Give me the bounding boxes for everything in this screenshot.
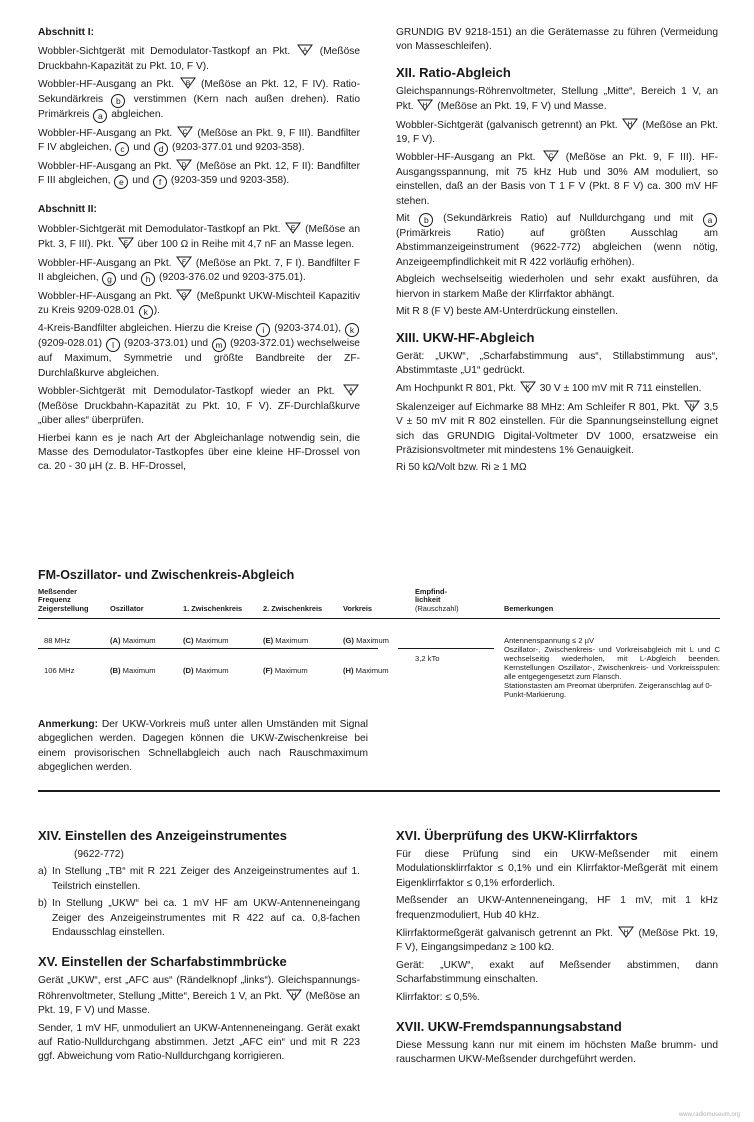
circle-marker-icon: b — [111, 94, 125, 108]
a2-paragraph-1: Wobbler-Sichtgerät mit Demodulator-Tastkopf an Pkt. E (Meßöse an Pkt. 3, F III). Pkt. E über 100 Ω in Reihe mit 4,7 nF an Masse legen. — [38, 223, 360, 251]
section-xv-heading: XV. Einstellen der Scharfabstimmbrücke — [38, 954, 287, 970]
a1-paragraph-3: Wobbler-HF-Ausgang an Pkt. C (Meßöse an Pkt. 9, F III). Bandfilter F IV abgleichen, c und d (9203-377.01 und 9203-358). — [38, 127, 360, 155]
fm-table — [38, 588, 720, 714]
circle-marker-icon: h — [141, 272, 155, 286]
a1-paragraph-4: Wobbler-HF-Ausgang an Pkt. D (Meßöse an Pkt. 12, F II): Bandfilter F III abgleichen, e und f (9203-359 und 9203-358). — [38, 161, 360, 188]
a1-paragraph-2: Wobbler-HF-Ausgang an Pkt. B (Meßöse an Pkt. 12, F IV). Ratio-Sekundärkreis b verstimmen (Kern nach außen drehen). Ratio Primärkreis a abgleichen. — [38, 79, 360, 121]
triangle-marker-icon — [297, 44, 313, 56]
xv-paragraph-1: Gerät „UKW“, erst „AFC aus“ (Rändelknopf „links“). Gleichspannungs-Röhrenvoltmeter, Stellung „Mitte“, Bereich 1 V, an Pkt. H (Meßöse an Pkt. 19, F V) und Masse. — [38, 975, 360, 1017]
row-2-oscillator: (B) Maximum — [110, 666, 156, 675]
svg-text:F: F — [181, 258, 186, 266]
xvi-paragraph-3: Klirrfaktormeßgerät galvanisch getrennt an Pkt. H (Meßöse Pkt. 19, F V), Eingangsimpedanz ≥ 100 kΩ. — [396, 928, 718, 954]
triangle-marker-icon — [285, 222, 301, 234]
anmerkung: Anmerkung: Der UKW-Vorkreis muß unter allen Umständen mit Signal abgeglichen werden. Dagegen können die UKW-Zwischenkreise bei einem provisorischen Schnellabgleich auch nach Rauschmaximum abgeglichen werden. — [38, 719, 368, 774]
section-xiv-heading: XIV. Einstellen des Anzeigeinstrumentes — [38, 828, 288, 843]
col-header-oscillator: Oszillator — [110, 604, 144, 613]
svg-text:A: A — [348, 387, 354, 395]
xiii-paragraph-3: Skalenzeiger auf Eichmarke 88 MHz: Am Schleifer R 801, Pkt. N 3,5 V ± 50 mV mit R 802 einstellen. Für die Spannungseinstellung eignet sich das GRUNDIG Digital-Voltmeter DV 1000, ersatzweise ein Präzisionsvoltmeter mit mindestens 1% Genauigkeit. — [396, 401, 718, 456]
xvi-paragraph-1: Für diese Prüfung sind ein UKW-Meßsender mit einem Modulationsklirrfaktor ≤ 0,1% und ein Klirrfaktor-Meßgerät mit einem Eigenklirrfaktor ≤ 0,1% erforderlich. — [396, 849, 718, 889]
circle-marker-icon: e — [114, 175, 128, 189]
circle-marker-icon: k — [345, 323, 359, 337]
svg-text:E: E — [290, 224, 295, 232]
row-2-frequency: 106 MHz — [44, 666, 75, 675]
xii-paragraph-2: Wobbler-Sichtgerät (galvanisch getrennt) an Pkt. H (Meßöse an Pkt. 19, F V). — [396, 119, 718, 146]
svg-text:A: A — [302, 47, 308, 55]
continuation-text: GRUNDIG BV 9218-151) an die Gerätemasse zu führen (Vermeidung von Masseschleifen). — [396, 27, 718, 53]
abschnitt-2-heading: Abschnitt II: — [38, 204, 97, 216]
xv-paragraph-2: Sender, 1 mV HF, unmoduliert an UKW-Antenneneingang. Gerät exakt auf Ratio-Nulldurchgang abstimmen. Jetzt „AFC ein“ und mit R 223 ggf. Abweichung vom Ratio-Nulldurchgang korrigieren. — [38, 1022, 360, 1063]
xii-paragraph-6: Mit R 8 (F V) beste AM-Unterdrückung einstellen. — [396, 306, 618, 318]
remark-2: Oszillator-, Zwischenkreis- und Vorkreisabgleich mit L und C wechselseitig wiederholen, mit L-Abgleich beenden. Kernstellungen Oszillator-, Zwischenkreis- und Vorkreisspulen: alle entgegengesetzt zum Flansch. — [504, 645, 720, 681]
list-item: b) In Stellung „UKW“ bei ca. 1 mV HF am UKW-Antenneneingang Zeiger des Anzeigeinstrumentes mit R 422 auf ca. 0,8-fachen Endausschlag einstellen. — [38, 898, 360, 939]
a1-paragraph-1: Wobbler-Sichtgerät mit Demodulator-Tastkopf an Pkt. A (Meßöse Druckbahn-Kapazität zu Pkt. 10, F V). — [38, 46, 360, 72]
right-column — [396, 26, 718, 479]
svg-text:N: N — [689, 402, 695, 410]
xii-paragraph-4: Mit b (Sekundärkreis Ratio) auf Nulldurchgang und mit a (Primärkreis Ratio) auf größten Ausschlag am Abstimmanzeigeinstrument (9622-772) abgleichen (wenn nötig, Anzeigeempfindlichkeit mit R 422 vorläufig erhöhen). — [396, 213, 718, 268]
abschnitt-1-heading: Abschnitt I: — [38, 27, 95, 38]
triangle-marker-icon — [618, 926, 634, 938]
xii-paragraph-1: Gleichspannungs-Röhrenvoltmeter, Stellung „Mitte“, Bereich 1 V, an Pkt. H (Meßöse an Pkt. 19, F V) und Masse. — [396, 85, 718, 113]
circle-marker-icon: b — [419, 213, 433, 227]
fm-table-title: FM-Oszillator- und Zwischenkreis-Abgleich — [38, 568, 295, 582]
list-item: a) In Stellung „TB“ mit R 221 Zeiger des Anzeigeinstrumentes auf 1. Teilstrich einstellen. — [38, 866, 360, 892]
triangle-marker-icon — [176, 256, 192, 268]
xiii-paragraph-1: Gerät: „UKW“, „Scharfabstimmung aus“, Stillabstimmung aus“, Abstimmtaste „U1“ gedrückt. — [396, 350, 718, 376]
a2-paragraph-5: Wobbler-Sichtgerät mit Demodulator-Tastkopf wieder an Pkt. A (Meßöse Druckbahn-Kapazität zu Pkt. 10, F V). ZF-Durchlaßkurve „über alles“ überprüfen. — [38, 386, 360, 427]
circle-marker-icon: a — [703, 213, 717, 227]
triangle-marker-icon — [118, 237, 134, 249]
triangle-marker-icon — [176, 159, 192, 171]
triangle-marker-icon — [343, 384, 359, 396]
row-1-pre-circuit: (G) Maximum — [343, 636, 390, 645]
circle-marker-icon: l — [106, 338, 120, 352]
svg-text:K: K — [525, 384, 531, 392]
triangle-marker-icon — [684, 400, 700, 412]
circle-marker-icon: f — [153, 175, 167, 189]
left-column — [38, 26, 360, 478]
triangle-marker-icon — [520, 381, 536, 393]
svg-text:E: E — [123, 240, 128, 248]
col-header-intermediate-2: 2. Zwischenkreis — [263, 604, 323, 613]
row-2-intermediate-2: (F) Maximum — [263, 666, 308, 675]
row-separator — [398, 648, 494, 649]
row-2-pre-circuit: (H) Maximum — [343, 666, 389, 675]
section-xiii-heading: XIII. UKW-HF-Abgleich — [396, 329, 535, 345]
remark-3: Stationstasten am Preomat überprüfen. Zeigeranschlag auf 0-Punkt-Markierung. — [504, 681, 713, 699]
circle-marker-icon: a — [93, 109, 107, 123]
section-xii-heading: XII. Ratio-Abgleich — [396, 64, 511, 80]
triangle-marker-icon — [180, 77, 196, 89]
remark-1: Antennenspannung ≤ 2 µV — [504, 636, 595, 645]
triangle-marker-icon — [417, 99, 433, 111]
xvi-paragraph-5: Klirrfaktor: ≤ 0,5%. — [396, 991, 480, 1003]
triangle-marker-icon — [286, 989, 302, 1001]
circle-marker-icon: m — [212, 338, 226, 352]
a2-paragraph-2: Wobbler-HF-Ausgang an Pkt. F (Meßöse an Pkt. 7, F I). Bandfilter F II abgleichen, g und h (9203-376.02 und 9203-375.01). — [38, 257, 360, 285]
col-header-remarks: Bemerkungen — [504, 604, 554, 613]
a2-paragraph-3: Wobbler-HF-Ausgang an Pkt. G (Meßpunkt UKW-Mischteil Kapazitiv zu Kreis 9209-028.01 k ). — [38, 291, 360, 318]
triangle-marker-icon — [622, 118, 638, 130]
circle-marker-icon: g — [102, 272, 116, 286]
xiv-list — [38, 865, 360, 940]
section-divider — [38, 790, 720, 792]
col-header-pre-circuit: Vorkreis — [343, 604, 373, 613]
section-xvi-heading: XVI. Überprüfung des UKW-Klirrfaktors — [396, 828, 638, 843]
svg-text:D: D — [181, 162, 187, 170]
section-xiv-subtitle: (9622-772) — [74, 849, 124, 860]
svg-text:H: H — [623, 929, 628, 937]
row-1-intermediate-1: (C) Maximum — [183, 636, 229, 645]
circle-marker-icon: d — [154, 142, 168, 156]
svg-text:C: C — [182, 128, 188, 136]
circle-marker-icon: i — [256, 323, 270, 337]
xvi-paragraph-4: Gerät: „UKW“, exakt auf Meßsender abstimmen, dann Scharfabstimmung einschalten. — [396, 959, 718, 986]
table-header-rule — [38, 618, 720, 619]
triangle-marker-icon — [176, 289, 192, 301]
row-1-oscillator: (A) Maximum — [110, 636, 156, 645]
xii-paragraph-5: Abgleich wechselseitig wiederholen und sehr exakt ausführen, da hiervon in starkem Maße der Klirrfaktor abhängt. — [396, 274, 718, 300]
row-2-intermediate-1: (D) Maximum — [183, 666, 229, 675]
section-xvii-heading: XVII. UKW-Fremdspannungsabstand — [396, 1019, 622, 1035]
col-header-frequency: Meßsender Frequenz Zeigerstellung — [38, 587, 89, 613]
lower-right-column — [396, 828, 718, 1071]
a2-paragraph-4: 4-Kreis-Bandfilter abgleichen. Hierzu die Kreise i (9203-374.01), k (9209-028.01) l (9203-373.01) und m (9203-372.01) wechselweise auf Maximum, Symmetrie und größte Bandbreite der ZF-Durchlaßkurve abgleichen. — [38, 323, 360, 379]
svg-text:H: H — [423, 102, 428, 110]
watermark: www.radiomuseum.org — [678, 1112, 740, 1118]
xii-paragraph-3: Wobbler-HF-Ausgang an Pkt. C (Meßöse an Pkt. 9, F III). HF-Ausgangsspannung, mit 75 kHz Hub und 30% AM moduliert, so einstellen, daß an der Basis von T 1 F V (Pkt. 8 F V) ca. 300 mV HF stehen. — [396, 152, 718, 207]
svg-text:B: B — [185, 80, 190, 88]
xiii-paragraph-4: Ri 50 kΩ/Volt bzw. Ri ≥ 1 MΩ — [396, 462, 527, 474]
xvi-paragraph-2: Meßsender an UKW-Antenneneingang, HF 1 mV, mit 1 kHz frequenzmoduliert, Hub 40 kHz. — [396, 895, 718, 921]
sensitivity-value: 3,2 kTo — [415, 654, 440, 663]
xvii-paragraph-1: Diese Messung kann nur mit einem im höchsten Maße brumm- und rauscharmen UKW-Meßsender durchgeführt werden. — [396, 1040, 718, 1066]
row-1-intermediate-2: (E) Maximum — [263, 636, 309, 645]
svg-text:H: H — [291, 991, 297, 999]
a2-paragraph-6: Hierbei kann es je nach Art der Abgleichanlage notwendig sein, die Masse des Demodulator-Tastkopfes über eine kleine HF-Drossel von ca. 20 - 30 µH (z. B. HF-Drossel, — [38, 432, 360, 473]
circle-marker-icon: c — [115, 142, 129, 156]
remarks-cell — [504, 636, 720, 699]
triangle-marker-icon — [543, 150, 559, 162]
lower-left-column — [38, 828, 360, 1068]
xiii-paragraph-2: Am Hochpunkt R 801, Pkt. K 30 V ± 100 mV mit R 711 einstellen. — [396, 383, 702, 395]
svg-text:C: C — [548, 153, 553, 161]
col-header-sensitivity: Empfind- lichkeit (Rauschzahl) — [415, 587, 459, 613]
circle-marker-icon: k — [139, 305, 153, 319]
row-separator — [38, 648, 378, 649]
row-1-frequency: 88 MHz — [44, 636, 71, 645]
triangle-marker-icon — [177, 126, 193, 138]
svg-text:G: G — [181, 292, 187, 300]
svg-text:H: H — [627, 120, 633, 128]
col-header-intermediate-1: 1. Zwischenkreis — [183, 604, 243, 613]
